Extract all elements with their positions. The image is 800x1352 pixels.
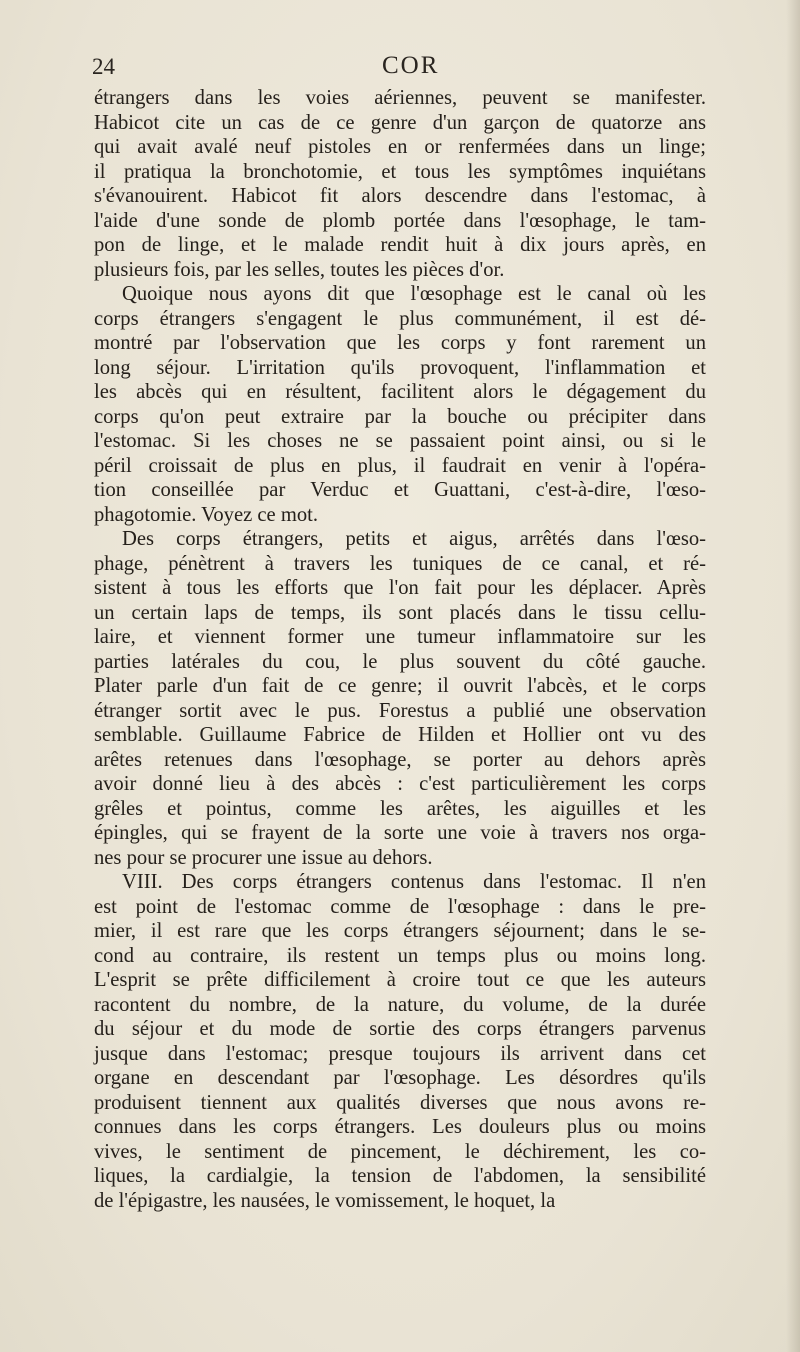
text-line: Habicot cite un cas de ce genre d'un garçon de quatorze ans — [94, 111, 706, 134]
text-line: les abcès qui en résultent, facilitent alors le dégagement du — [94, 381, 706, 403]
text-line: plusieurs fois, par les selles, toutes les pièces d'or. — [94, 258, 505, 281]
text-line: pon de linge, et le malade rendit huit à dix jours après, en — [94, 234, 706, 256]
text-line: grêles et pointus, comme les arêtes, les aiguilles et les — [94, 797, 706, 820]
text-line: est point de l'estomac comme de l'œsophage : dans le pre- — [94, 895, 706, 918]
text-line: il pratiqua la bronchotomie, et tous les symptômes inquiétans — [94, 160, 706, 183]
text-line: racontent du nombre, de la nature, du volume, de la durée — [94, 993, 706, 1016]
text-line: nes pour se procurer une issue au dehors. — [94, 846, 433, 869]
text-line: montré par l'observation que les corps y font rarement un — [94, 332, 706, 354]
text-line: corps étrangers s'engagent le plus communément, il est dé- — [94, 307, 706, 330]
text-line: arêtes retenues dans l'œsophage, se porter au dehors après — [94, 748, 706, 771]
text-line: avoir donné lieu à des abcès : c'est particulièrement les corps — [94, 773, 706, 795]
text-line: étrangers dans les voies aériennes, peuvent se manifester. — [94, 87, 706, 109]
paragraph — [94, 527, 706, 870]
text-line: jusque dans l'estomac; presque toujours ils arrivent dans cet — [94, 1042, 706, 1065]
text-line: semblable. Guillaume Fabrice de Hilden et Hollier ont vu des — [94, 724, 706, 746]
body-text — [94, 86, 706, 1213]
text-line: un certain laps de temps, ils sont placés dans le tissu cellu- — [94, 601, 706, 624]
text-line: du séjour et du mode de sortie des corps étrangers parvenus — [94, 1018, 706, 1040]
text-line: L'esprit se prête difficilement à croire tout ce que les auteurs — [94, 969, 706, 991]
paragraph — [94, 870, 706, 1213]
text-line: qui avait avalé neuf pistoles en or renfermées dans un linge; — [94, 136, 706, 158]
text-line: organe en descendant par l'œsophage. Les désordres qu'ils — [94, 1067, 706, 1089]
text-line: corps qu'on peut extraire par la bouche ou précipiter dans — [94, 405, 706, 428]
text-line: Quoique nous ayons dit que l'œsophage est le canal où les — [122, 283, 706, 305]
text-line: VIII. Des corps étrangers contenus dans l'estomac. Il n'en — [122, 871, 706, 893]
text-line: de l'épigastre, les nausées, le vomissement, le hoquet, la — [94, 1189, 556, 1212]
paragraph — [94, 282, 706, 527]
text-line: tion conseillée par Verduc et Guattani, c'est-à-dire, l'œso- — [94, 479, 706, 501]
text-line: phagotomie. Voyez ce mot. — [94, 503, 319, 526]
text-line: connues dans les corps étrangers. Les douleurs plus ou moins — [94, 1116, 706, 1138]
text-line: péril croissait de plus en plus, il faudrait en venir à l'opéra- — [94, 454, 706, 477]
text-line: épingles, qui se frayent de la sorte une voie à travers nos orga- — [94, 822, 706, 844]
text-line: parties latérales du cou, le plus souvent du côté gauche. — [94, 650, 706, 673]
text-line: étranger sortit avec le pus. Forestus a publié une observation — [94, 699, 706, 722]
page-header — [92, 52, 700, 84]
text-line: Plater parle d'un fait de ce genre; il ouvrit l'abcès, et le corps — [94, 675, 706, 697]
text-line: produisent tiennent aux qualités diverses que nous avons re- — [94, 1091, 706, 1114]
text-line: s'évanouirent. Habicot fit alors descendre dans l'estomac, à — [94, 185, 706, 207]
text-line: vives, le sentiment de pincement, le déchirement, les co- — [94, 1140, 706, 1163]
running-head: COR — [382, 52, 440, 79]
text-line: laire, et viennent former une tumeur inflammatoire sur les — [94, 626, 706, 648]
text-line: phage, pénètrent à travers les tuniques de ce canal, et ré- — [94, 552, 706, 575]
text-line: Des corps étrangers, petits et aigus, arrêtés dans l'œso- — [122, 528, 706, 550]
page-edge-shadow — [786, 0, 800, 1352]
text-line: l'aide d'une sonde de plomb portée dans l'œsophage, le tam- — [94, 209, 706, 232]
text-line: l'estomac. Si les choses ne se passaient point ainsi, ou si le — [94, 430, 706, 452]
text-line: liques, la cardialgie, la tension de l'abdomen, la sensibilité — [94, 1165, 706, 1187]
text-line: sistent à tous les efforts que l'on fait pour les déplacer. Après — [94, 577, 706, 599]
page-number: 24 — [92, 54, 115, 79]
text-line: mier, il est rare que les corps étrangers séjournent; dans le se- — [94, 920, 706, 942]
text-line: cond au contraire, ils restent un temps plus ou moins long. — [94, 944, 706, 967]
text-line: long séjour. L'irritation qu'ils provoquent, l'inflammation et — [94, 356, 706, 379]
paragraph — [94, 86, 706, 282]
